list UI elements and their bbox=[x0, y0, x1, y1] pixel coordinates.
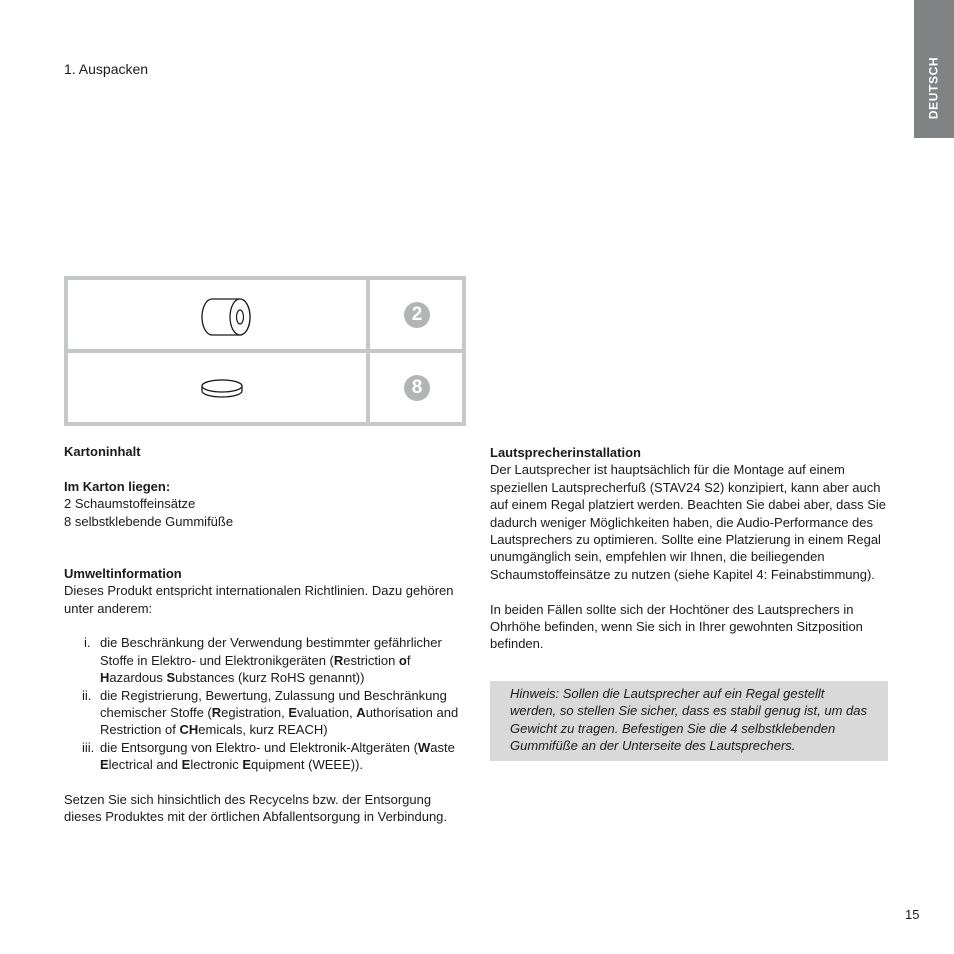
directive-text: die Entsorgung von Elektro- und Elektronik-Altgeräten ( bbox=[100, 739, 418, 755]
directive-text: die Beschränkung der Verwendung bestimmter gefährlicher Stoffe in Elektro- und Elektronikgeräten ( bbox=[100, 635, 442, 668]
directive-text: estriction bbox=[343, 652, 399, 668]
note-box bbox=[490, 681, 888, 761]
list-numeral: iii. bbox=[82, 739, 95, 755]
note-text: Hinweis: Sollen die Lautsprecher auf ein Regal gestellt werden, so stellen Sie sicher, dass es stabil genug ist, um das Gewicht zu tragen. Befestigen Sie die 4 selbstklebenden Gummifüße an der Unterseite des Lautsprechers. bbox=[510, 686, 867, 754]
directive-list bbox=[84, 634, 464, 773]
acronym-letter: A bbox=[356, 705, 366, 721]
environment-intro: Dieses Produkt entspricht internationalen Richtlinien. Dazu gehören unter anderem: bbox=[64, 583, 454, 616]
directive-text: emicals, kurz REACH) bbox=[198, 722, 328, 738]
count-badge: 8 bbox=[404, 375, 430, 401]
acronym-letter: CH bbox=[179, 722, 199, 738]
directive-text: azardous bbox=[109, 670, 167, 686]
directive-text: f bbox=[406, 652, 411, 668]
list-numeral: ii. bbox=[82, 687, 92, 703]
acronym-letter: o bbox=[398, 652, 407, 668]
directive-text: egistration, bbox=[221, 705, 289, 721]
directive-text: lectronic bbox=[190, 757, 243, 773]
foam-plug-icon bbox=[68, 280, 366, 349]
count-badge: 2 bbox=[404, 302, 430, 328]
box-item: 2 Schaumstoffeinsätze bbox=[64, 496, 196, 512]
acronym-letter: E bbox=[288, 705, 298, 721]
left-column bbox=[64, 443, 464, 826]
foam-plug-cell bbox=[68, 280, 366, 349]
installation-paragraph: In beiden Fällen sollte sich der Hochtöner des Lautsprechers in Ohrhöhe befinden, wenn Sie sich in Ihrer gewohnten Sitzposition befinden. bbox=[490, 601, 863, 652]
list-numeral: i. bbox=[84, 635, 91, 651]
directive-item bbox=[84, 687, 464, 739]
directive-text: lectrical and bbox=[108, 757, 182, 773]
directive-item bbox=[84, 634, 464, 686]
foam-plug-count-cell bbox=[370, 280, 462, 349]
rubber-foot-count-cell bbox=[370, 353, 462, 422]
box-contents-table bbox=[64, 276, 466, 426]
directive-item bbox=[84, 739, 464, 774]
right-column bbox=[490, 444, 888, 653]
rubber-foot-cell bbox=[68, 353, 366, 422]
rubber-foot-icon bbox=[68, 353, 366, 422]
environment-heading: Umweltinformation bbox=[64, 565, 182, 581]
acronym-letter: H bbox=[100, 670, 110, 686]
directive-text: aste bbox=[430, 739, 455, 755]
installation-paragraph: Der Lautsprecher ist hauptsächlich für die Montage auf einem speziellen Lautsprecherfuß (STAV24 S2) konzipiert, kann aber auch auf einem Regal platziert werden. Beachten Sie dabei aber, dass Sie dadurch weniger Möglichkeiten haben, die Audio-Performance des Lautsprechers zu optimieren. Sollte eine Platzierung in einem Regal unumgänglich sein, empfehlen wir Ihnen, die beiliegenden Schaumstoffeinsätze zu nutzen (siehe Kapitel 4: Feinabstimmung). bbox=[490, 462, 887, 582]
language-tab-label: DEUTSCH bbox=[926, 56, 941, 120]
acronym-letter: E bbox=[100, 757, 109, 773]
directive-text: uthorisation and Restriction of bbox=[100, 705, 459, 738]
installation-heading: Lautsprecherinstallation bbox=[490, 445, 641, 460]
directive-text: die Registrierung, Bewertung, Zulassung und Beschränkung chemischer Stoffe ( bbox=[100, 687, 447, 721]
directive-text: valuation, bbox=[297, 705, 357, 721]
directive-text: quipment (WEEE)). bbox=[251, 757, 364, 773]
section-title: 1. Auspacken bbox=[64, 61, 149, 77]
acronym-letter: E bbox=[242, 757, 252, 773]
acronym-letter: R bbox=[211, 705, 222, 721]
box-contents-heading: Kartoninhalt bbox=[64, 444, 141, 459]
acronym-letter: W bbox=[417, 739, 431, 755]
acronym-letter: R bbox=[333, 652, 344, 668]
environment-closing: Setzen Sie sich hinsichtlich des Recycelns bzw. der Entsorgung dieses Produktes mit der örtlichen Abfallentsorgung in Verbindung. bbox=[64, 792, 448, 825]
directive-text: ubstances (kurz RoHS genannt)) bbox=[175, 670, 365, 686]
in-box-heading: Im Karton liegen: bbox=[64, 478, 171, 494]
acronym-letter: E bbox=[181, 757, 191, 773]
page-number: 15 bbox=[905, 907, 920, 922]
acronym-letter: S bbox=[166, 670, 176, 686]
box-item: 8 selbstklebende Gummifüße bbox=[64, 513, 234, 529]
language-tab bbox=[914, 0, 954, 138]
